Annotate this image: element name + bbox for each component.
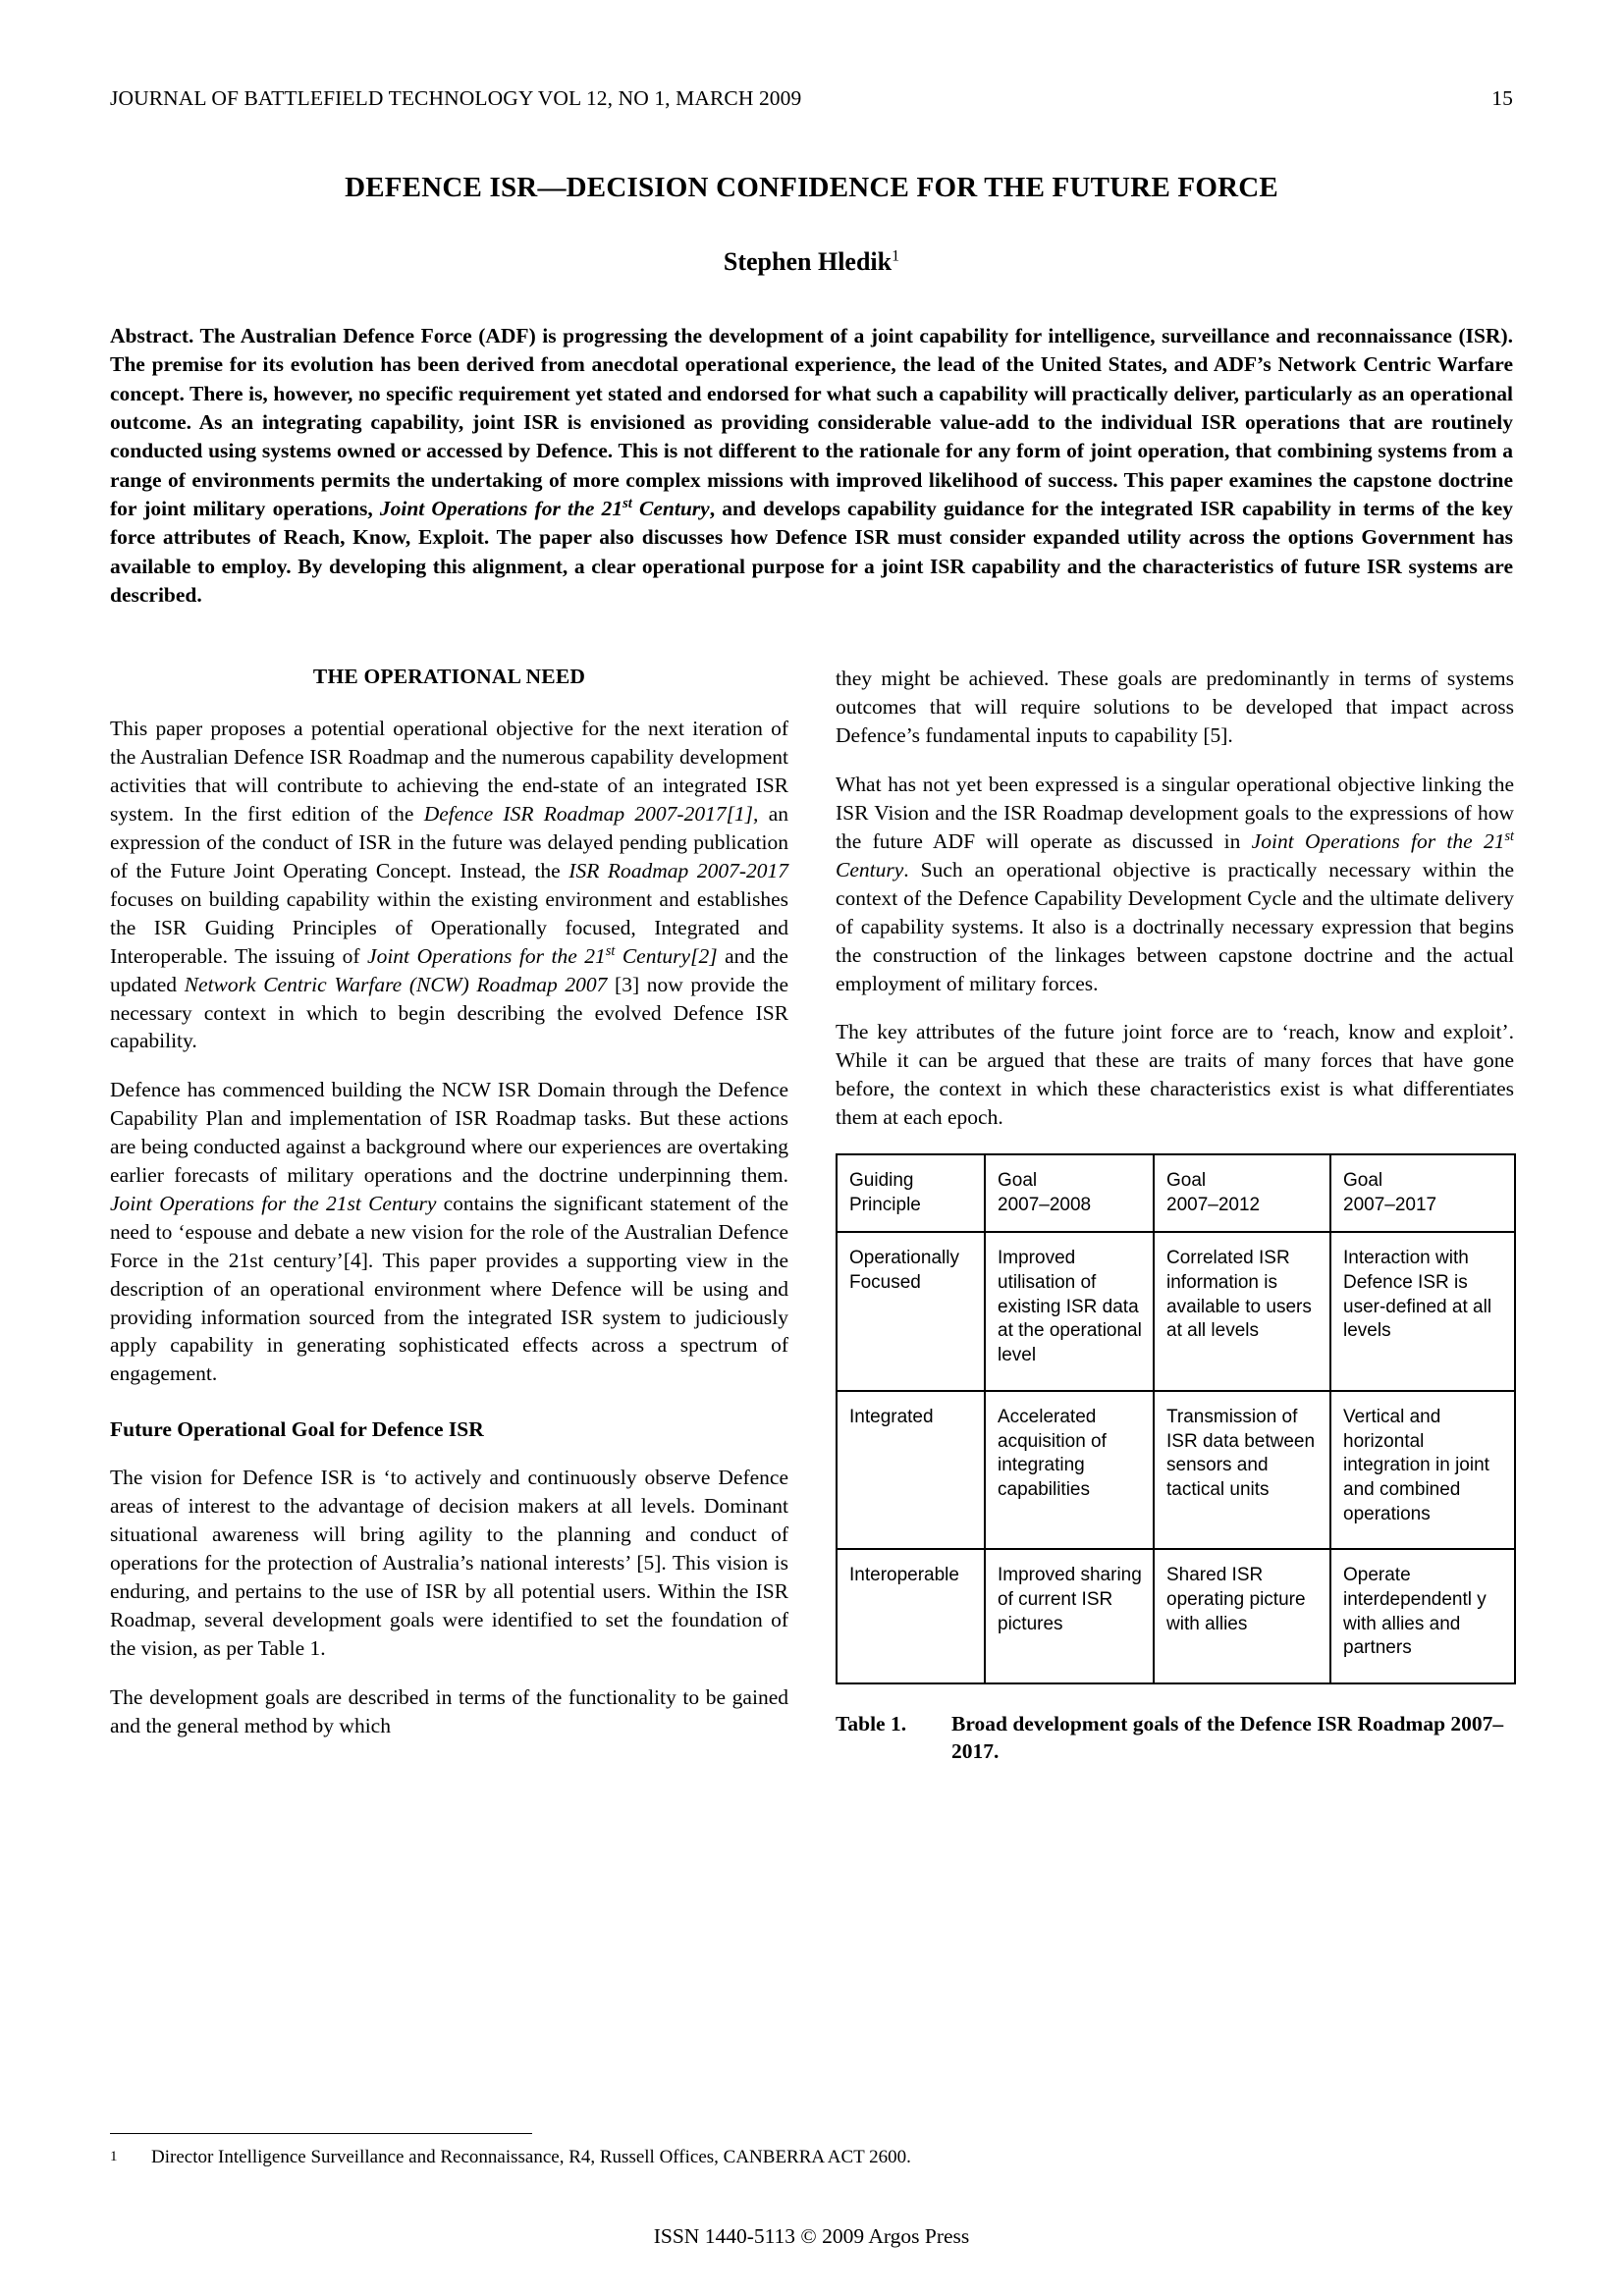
table-cell-goal-2012: Correlated ISR information is available to users at all levels (1154, 1232, 1330, 1390)
italic-title-joint-operations-21st: Joint Operations for the 21st Century (110, 1191, 437, 1215)
paragraph-right-2 (836, 771, 1514, 997)
table-cell-principle: Interoperable (837, 1549, 985, 1683)
abstract-part-1: The Australian Defence Force (ADF) is progressing the development of a joint capability for intelligence, surveillance and reconnaissance (ISR). The premise for its evolution has been derived from anecdotal operational experience, the lead of the United States, and ADF’s Network Centric Warfare concept. There is, however, no specific requirement yet stated and endorsed for what such a capability will practically deliver, particularly as an operational outcome. As an integrating capability, joint ISR is envisioned as providing considerable value-add to the individual ISR operations that are routinely conducted using systems owned or accessed by Defence. This is not different to the rationale for any form of joint operation, that combining systems from a range of environments permits the undertaking of more complex missions with improved likelihood of success. This paper examines the capstone doctrine for joint military operations, (110, 324, 1513, 521)
paragraph-left-2 (110, 1076, 788, 1388)
table-header-cell-1: Goal 2007–2008 (985, 1154, 1154, 1232)
body-columns (110, 665, 1513, 1765)
footnote-area (110, 2133, 1513, 2170)
running-head (110, 86, 1513, 111)
italic-title-isr-roadmap: ISR Roadmap 2007-2017 (568, 858, 788, 882)
author-footnote-marker: 1 (892, 247, 900, 265)
italic-title-joint-operations-2-sup: st (605, 942, 616, 959)
italic-title-ncw-roadmap: Network Centric Warfare (NCW) Roadmap 2007 (184, 972, 608, 996)
table-cell-principle: Operationally Focused (837, 1232, 985, 1390)
paragraph-left-3: The vision for Defence ISR is ‘to actively and continuously observe Defence areas of interest to the advantage of decision makers at all levels. Dominant situational awareness will bring agility to the planning and conduct of operations for the protection of Australia’s national interests’ [5]. This vision is enduring, and pertains to the use of ISR by all potential users. Within the ISR Roadmap, several development goals were identified to set the foundation of the vision, as per Table 1. (110, 1466, 788, 1660)
italic-title-defence-isr-roadmap: Defence ISR Roadmap 2007-2017[1], (423, 802, 759, 827)
table-cell-goal-2017: Operate interdependentl y with allies and partners (1330, 1549, 1515, 1683)
footnote (110, 2146, 1513, 2170)
author-name: Stephen Hledik (723, 247, 893, 276)
table-cell-goal-2008: Accelerated acquisition of integrating capabilities (985, 1391, 1154, 1549)
abstract (110, 322, 1513, 610)
table-cell-principle: Integrated (837, 1391, 985, 1549)
table-row (837, 1391, 1515, 1549)
table-caption (836, 1710, 1514, 1766)
paragraph-left-1-b: an expression of the conduct of ISR in the future was delayed pending publication of the Future Joint Operating Concept. Instead, the (110, 802, 789, 882)
paragraph-left-2-a: Defence has commenced building the NCW ISR Domain through the Defence Capability Plan and implementation of ISR Roadmap tasks. But these actions are being conducted against a background where our experiences are overtaking earlier forecasts of military operations and the doctrine underpinning them. (110, 1078, 788, 1188)
paragraph-left-4: The development goals are described in terms of the functionality to be gained and the general method by which (110, 1684, 788, 1737)
paragraph-left-1-e: [3] now provide the necessary context in which to begin describing the evolved Defence ISR capability. (110, 972, 788, 1053)
paragraph-left-1-c: focuses on building capability within the existing environment and establishes the ISR Guiding Principles of Operationally focused, Integrated and Interoperable. The issuing of (110, 886, 788, 968)
table-cell-goal-2012: Transmission of ISR data between sensors and tactical units (1154, 1391, 1330, 1549)
table-header-cell-3: Goal 2007–2017 (1330, 1154, 1515, 1232)
italic-title-joint-operations-right-tail: Century (836, 857, 904, 881)
italic-title-joint-operations-right-text: Joint Operations for the 21 (1251, 828, 1505, 853)
table-header-cell-0: Guiding Principle (837, 1154, 985, 1232)
table-header-cell-2: Goal 2007–2012 (1154, 1154, 1330, 1232)
subheading-future-operational-goal: Future Operational Goal for Defence ISR (110, 1417, 484, 1442)
journal-citation: JOURNAL OF BATTLEFIELD TECHNOLOGY VOL 12, NO 1, MARCH 2009 (110, 86, 802, 110)
abstract-italic-title-1-sup: st (622, 495, 632, 511)
italic-title-joint-operations-2 (367, 944, 718, 968)
paragraph-left-1 (110, 715, 788, 1055)
italic-title-joint-operations-2-tail: Century[2] (615, 943, 718, 968)
paragraph-right-2-b: . Such an operational objective is practically necessary within the context of the Defence Capability Development Cycle and the ultimate delivery of capability systems. It also is a doctrinally necessary expression that begins the construction of the linkages between capstone doctrine and the actual employment of military forces. (836, 857, 1514, 995)
paragraph-left-1-d: and the updated (110, 943, 788, 996)
issn-footer: ISSN 1440-5113 © 2009 Argos Press (653, 2224, 970, 2248)
author-line (110, 247, 1513, 277)
table-cell-goal-2012: Shared ISR operating picture with allies (1154, 1549, 1330, 1683)
table-caption-label: Table 1. (836, 1712, 907, 1736)
abstract-italic-title-1-tail: Century (631, 497, 710, 521)
left-column (110, 665, 788, 1760)
footnote-text: Director Intelligence Surveillance and Reconnaissance, R4, Russell Offices, CANBERRA ACT 2600. (151, 2147, 911, 2168)
italic-title-joint-operations-2-text: Joint Operations for the 21 (367, 943, 606, 968)
abstract-part-2: , and develops capability guidance for the integrated ISR capability in terms of the key force attributes of Reach, Know, Exploit. The paper also discusses how Defence ISR must consider expanded utility across the options Government has available to employ. By developing this alignment, a clear operational purpose for a joint ISR capability and the characteristics of future ISR systems are described. (110, 497, 1513, 608)
paragraph-left-2-b: contains the significant statement of the need to ‘espouse and debate a new vision for the role of the Australian Defence Force in the 21st century’[4]. This paper provides a supporting view in the description of an operational environment where Defence will be using and providing information sourced from the integrated ISR system to judiciously apply capability in generating sophisticated effects across a spectrum of engagement. (110, 1191, 788, 1386)
table-cell-goal-2008: Improved utilisation of existing ISR data at the operational level (985, 1232, 1154, 1390)
table-1-wrapper (836, 1153, 1514, 1766)
table-cell-goal-2008: Improved sharing of current ISR pictures (985, 1549, 1154, 1683)
table-cell-goal-2017: Vertical and horizontal integration in joint and combined operations (1330, 1391, 1515, 1549)
paragraph-right-3: The key attributes of the future joint force are to ‘reach, know and exploit’. While it can be argued that these are traits of many forces that have gone before, the context in which these characteristics exist is what differentiates them at each epoch. (836, 1020, 1514, 1130)
abstract-italic-title-1 (380, 497, 710, 520)
footnote-marker: 1 (110, 2149, 118, 2165)
table-cell-goal-2017: Interaction with Defence ISR is user-defined at all levels (1330, 1232, 1515, 1390)
table-header-row (837, 1154, 1515, 1232)
paragraph-right-1: they might be achieved. These goals are predominantly in terms of systems outcomes that will require solutions to be developed that impact across Defence’s fundamental inputs to capability [5]. (836, 667, 1514, 748)
footnote-rule (110, 2133, 532, 2134)
development-goals-table (836, 1153, 1516, 1684)
table-row (837, 1232, 1515, 1390)
page-title: DEFENCE ISR—DECISION CONFIDENCE FOR THE FUTURE FORCE (345, 172, 1278, 203)
table-row (837, 1549, 1515, 1683)
abstract-italic-title-1-text: Joint Operations for the 21 (379, 497, 623, 521)
paragraph-right-2-a: What has not yet been expressed is a singular operational objective linking the ISR Vision and the ISR Roadmap development goals to the expressions of how the future ADF will operate as discussed in (836, 773, 1514, 853)
italic-title-joint-operations-right-sup: st (1504, 828, 1514, 844)
right-column (836, 665, 1514, 1765)
abstract-label: Abstract. (110, 324, 194, 347)
section-heading-operational-need: THE OPERATIONAL NEED (312, 665, 586, 689)
table-caption-text: Broad development goals of the Defence ISR Roadmap 2007–2017. (951, 1712, 1504, 1764)
page-number: 15 (1491, 86, 1513, 110)
paragraph-left-1-a: This paper proposes a potential operational objective for the next iteration of the Australian Defence ISR Roadmap and the numerous capability development activities that will contribute to achieving the end-state of an integrated ISR system. In the first edition of the (110, 717, 788, 827)
